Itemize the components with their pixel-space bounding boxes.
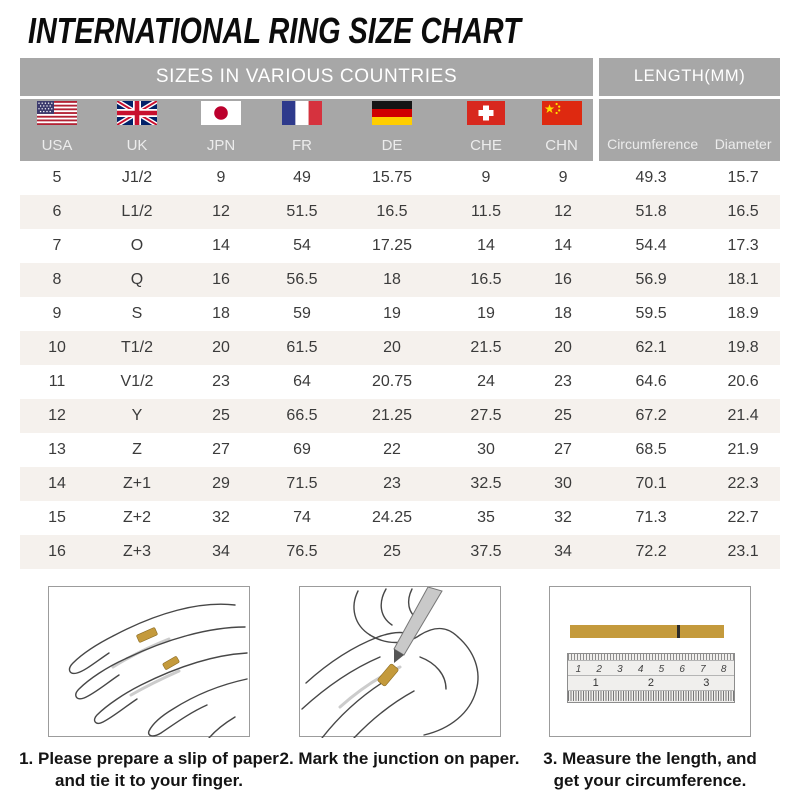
ruler-number: 2 <box>596 664 602 675</box>
table-cell: 14 <box>477 237 495 254</box>
table-cell: 25 <box>530 399 596 433</box>
table-cell: 22 <box>383 441 401 458</box>
table-cell: 20 <box>180 331 262 365</box>
ruler-number: 8 <box>720 664 727 675</box>
ruler-cm-scale <box>568 661 734 676</box>
table-cell: 61.5 <box>262 331 342 365</box>
hand-with-paper-strip-icon <box>49 587 251 738</box>
table-cell: 21.5 <box>442 331 530 365</box>
table-cell: 19 <box>383 305 401 322</box>
table-cell: 20 <box>342 331 442 365</box>
table-cell: 23.1 <box>706 535 780 569</box>
table-cell: 54.4 <box>635 237 667 254</box>
usa-flag-icon <box>37 101 77 125</box>
table-row <box>20 161 780 195</box>
country-code: DE <box>381 137 403 154</box>
table-row <box>20 229 780 263</box>
table-cell: 16 <box>530 263 596 297</box>
column-header-fr <box>262 97 342 161</box>
country-code: JPN <box>206 137 236 154</box>
france-flag-icon <box>282 101 322 125</box>
table-cell: 30 <box>477 441 495 458</box>
table-cell: 56.5 <box>262 263 342 297</box>
table-cell: 9 <box>52 305 62 322</box>
table-cell: Y <box>94 399 180 433</box>
step-1-caption <box>19 748 279 793</box>
table-cell: 11.5 <box>442 195 530 229</box>
caption-line: and tie it to your finger. <box>55 771 243 791</box>
table-cell: 14 <box>20 467 94 501</box>
table-cell: 14 <box>554 237 572 254</box>
country-code: CHN <box>545 137 578 154</box>
ruler-number: 7 <box>700 664 706 675</box>
column-header-jpn <box>180 97 262 161</box>
table-row <box>20 467 780 501</box>
table-row <box>20 501 780 535</box>
table-cell: 68.5 <box>635 441 667 458</box>
caption-line: 1. Please prepare a slip of paper <box>19 749 279 768</box>
table-cell: 49.3 <box>635 169 667 186</box>
table-cell: 22.3 <box>706 467 780 501</box>
step-2-illustration <box>299 586 501 737</box>
step-1 <box>19 586 279 793</box>
table-cell: 23 <box>212 373 230 390</box>
table-cell: 64.6 <box>635 373 667 390</box>
table-body <box>20 161 780 569</box>
table-cell: L1/2 <box>94 195 180 229</box>
table-cell: 21.4 <box>706 399 780 433</box>
ruler-number: 5 <box>658 664 665 675</box>
table-cell: 12 <box>20 399 94 433</box>
table-cell: Z <box>132 441 142 458</box>
table-cell: 74 <box>293 509 311 526</box>
table-row <box>20 535 780 569</box>
table-cell: 16.5 <box>442 263 530 297</box>
table-cell: 18.1 <box>706 263 780 297</box>
column-header-chn <box>530 97 596 161</box>
table-cell: 6 <box>20 195 94 229</box>
table-cell: 25 <box>180 399 262 433</box>
table-cell: 20 <box>530 331 596 365</box>
table-cell: Z+2 <box>122 509 151 526</box>
table-cell: 21.9 <box>727 441 759 458</box>
table-cell: 32 <box>554 509 572 526</box>
table-cell: 27 <box>212 441 230 458</box>
length-group-header: LENGTH(MM) <box>596 58 780 97</box>
table-row <box>20 399 780 433</box>
table-cell: O <box>130 237 144 254</box>
table-cell: 49 <box>293 169 311 186</box>
table-cell: T1/2 <box>94 331 180 365</box>
step-2 <box>279 586 520 793</box>
table-cell: 12 <box>180 195 262 229</box>
table-cell: 5 <box>52 169 62 186</box>
table-cell: 27.5 <box>442 399 530 433</box>
table-cell: 14 <box>212 237 230 254</box>
step-3-illustration <box>549 586 751 737</box>
table-cell: 18.9 <box>727 305 759 322</box>
ruler-number: 6 <box>679 664 685 675</box>
column-header-che <box>442 97 530 161</box>
country-code: USA <box>41 137 73 154</box>
table-cell: 69 <box>293 441 311 458</box>
table-cell: Z+1 <box>94 467 180 501</box>
table-cell: 15.7 <box>727 169 759 186</box>
table-cell: 12 <box>530 195 596 229</box>
table-cell: 71.3 <box>635 509 667 526</box>
country-code: CHE <box>470 137 502 154</box>
ruler-inch-scale <box>568 676 734 691</box>
table-cell: 10 <box>20 331 94 365</box>
table-cell: Z+3 <box>94 535 180 569</box>
table-cell: 16.5 <box>706 195 780 229</box>
ring-size-table <box>20 58 780 569</box>
column-header-diameter: Diameter <box>706 97 780 161</box>
table-cell: Q <box>94 263 180 297</box>
uk-flag-icon <box>117 101 157 125</box>
caption-line: get your circumference. <box>553 771 747 791</box>
table-cell: 37.5 <box>442 535 530 569</box>
table-row <box>20 365 780 399</box>
ruler-number: 1 <box>575 664 582 675</box>
table-cell: 7 <box>52 237 62 254</box>
step-1-illustration <box>48 586 250 737</box>
table-cell: 18 <box>554 305 572 322</box>
step-2-caption <box>280 748 520 770</box>
table-cell: 72.2 <box>596 535 706 569</box>
table-cell: 51.5 <box>262 195 342 229</box>
table-cell: 70.1 <box>596 467 706 501</box>
table-cell: 23 <box>554 373 572 390</box>
table-cell: 76.5 <box>262 535 342 569</box>
table-cell: 17.3 <box>727 237 759 254</box>
table-cell: 18 <box>212 305 230 322</box>
table-cell: 22.7 <box>727 509 759 526</box>
table-cell: 20.75 <box>371 373 413 390</box>
ruler-number: 3 <box>703 677 710 689</box>
ruler-bottom-ticks <box>568 691 734 701</box>
page-title: INTERNATIONAL RING SIZE CHART <box>28 10 521 51</box>
ruler-number: 1 <box>592 677 599 689</box>
table-cell: 56.9 <box>596 263 706 297</box>
table-cell: 64 <box>293 373 311 390</box>
table-cell: 19.8 <box>706 331 780 365</box>
table-cell: 59 <box>293 305 311 322</box>
table-cell: 8 <box>20 263 94 297</box>
country-code: UK <box>126 137 148 154</box>
table-cell: 17.25 <box>371 237 413 254</box>
germany-flag-icon <box>372 101 412 125</box>
table-cell: 24.25 <box>371 509 413 526</box>
column-header-uk <box>94 97 180 161</box>
sizes-group-header: SIZES IN VARIOUS COUNTRIES <box>20 58 596 97</box>
table-cell: 67.2 <box>596 399 706 433</box>
table-cell: 18 <box>342 263 442 297</box>
table-cell: 21.25 <box>342 399 442 433</box>
table-cell: 71.5 <box>262 467 342 501</box>
strip-mark <box>677 625 680 638</box>
table-cell: 15.75 <box>371 169 413 186</box>
table-cell: 16.5 <box>342 195 442 229</box>
ruler-number: 4 <box>637 664 644 675</box>
ruler-number: 3 <box>617 664 623 675</box>
column-header-usa <box>20 97 94 161</box>
table-cell: 19 <box>477 305 495 322</box>
table-row <box>20 331 780 365</box>
pen-marking-junction-icon <box>300 587 502 738</box>
ruler-number: 2 <box>647 677 655 689</box>
table-row <box>20 263 780 297</box>
table-cell: 16 <box>180 263 262 297</box>
column-header-circumference: Circumference <box>596 97 706 161</box>
step-3 <box>543 586 757 793</box>
flag-header-row <box>20 97 780 161</box>
column-header-de <box>342 97 442 161</box>
table-cell: 62.1 <box>596 331 706 365</box>
table-cell: 35 <box>477 509 495 526</box>
japan-flag-icon <box>201 101 241 125</box>
table-cell: 9 <box>481 169 491 186</box>
table-cell: 24 <box>477 373 495 390</box>
table-cell: 11 <box>48 373 66 390</box>
table-row <box>20 433 780 467</box>
caption-line: 2. Mark the junction on paper. <box>279 749 520 768</box>
table-cell: 27 <box>554 441 572 458</box>
table-cell: 23 <box>342 467 442 501</box>
table-cell: J1/2 <box>121 169 153 186</box>
caption-line: 3. Measure the length, and <box>543 749 757 768</box>
country-code: FR <box>292 137 312 154</box>
table-cell: 34 <box>530 535 596 569</box>
table-cell: 25 <box>342 535 442 569</box>
table-row <box>20 297 780 331</box>
table-cell: 9 <box>216 169 226 186</box>
group-header-row <box>20 58 780 97</box>
table-cell: 51.8 <box>596 195 706 229</box>
measuring-steps <box>0 586 800 793</box>
table-cell: 54 <box>293 237 311 254</box>
china-flag-icon <box>542 101 582 125</box>
table-cell: 30 <box>530 467 596 501</box>
table-cell: 66.5 <box>262 399 342 433</box>
table-cell: 20.6 <box>727 373 759 390</box>
table-cell: S <box>131 305 143 322</box>
table-cell: 59.5 <box>635 305 667 322</box>
table-cell: 16 <box>20 535 94 569</box>
step-3-caption <box>543 748 757 793</box>
table-cell: 9 <box>558 169 568 186</box>
table-cell: 29 <box>180 467 262 501</box>
table-cell: 34 <box>180 535 262 569</box>
table-cell: 13 <box>48 441 66 458</box>
table-cell: 32 <box>212 509 230 526</box>
table-row <box>20 195 780 229</box>
ruler-top-ticks <box>568 654 734 661</box>
switzerland-flag-icon <box>467 101 505 125</box>
gold-paper-strip <box>570 625 724 638</box>
ruler-icon <box>567 653 735 703</box>
table-cell: 32.5 <box>442 467 530 501</box>
table-cell: 15 <box>48 509 66 526</box>
table-cell: V1/2 <box>120 373 154 390</box>
